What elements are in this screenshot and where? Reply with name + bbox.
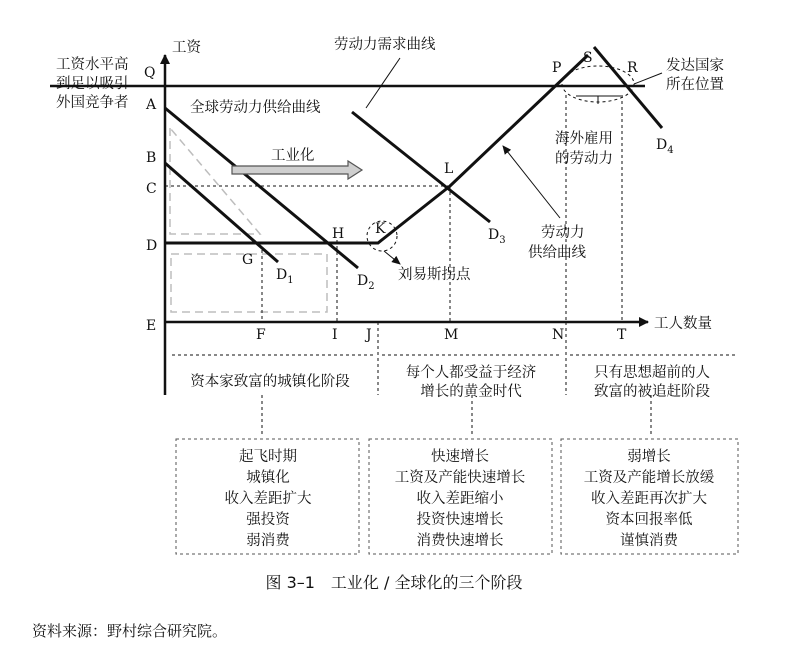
stage-1-item: 弱消费 [246,533,290,549]
label-d1: $D_1$ [276,267,294,286]
point-p: P [552,60,562,76]
y-tick-c: C [146,181,157,197]
stage-1-title: 资本家致富的城镇化阶段 [190,374,350,390]
x-tick-n: N [552,327,565,343]
label-d3: $D_3$ [488,227,506,246]
developed-label-1: 发达国家 [666,58,724,74]
stage-3-item: 弱增长 [627,449,671,465]
y-tick-q: Q [144,65,156,81]
x-tick-j: J [366,327,372,343]
developed-pointer [634,73,662,84]
x-tick-i: I [332,327,338,343]
lewis-point-label: 刘易斯拐点 [398,267,471,283]
industrialization-label: 工业化 [271,148,315,164]
supply-curve-label-2: 供给曲线 [528,245,586,261]
stage-3-title-2: 致富的被追赶阶段 [594,384,710,400]
x-tick-m: M [444,327,459,343]
figure-caption: 图 3–1 工业化 / 全球化的三个阶段 [265,573,523,592]
point-l: L [444,161,454,177]
stage-2-item: 投资快速增长 [416,512,504,528]
y-tick-b: B [146,150,157,166]
lewis-point-pointer [384,251,400,264]
x-tick-t: T [617,327,627,343]
left-note-line-1: 工资水平高 [56,57,129,73]
y-tick-e: E [146,318,157,334]
stage-2-item: 消费快速增长 [416,533,504,549]
stage-2-title-1: 每个人都受益于经济 [405,365,537,381]
supply-curve-label-1: 劳动力 [541,225,585,241]
left-note-line-3: 外国竞争者 [56,95,129,111]
y-tick-a: A [146,97,157,113]
overseas-label-2: 的劳动力 [555,151,613,167]
point-s: S [583,50,593,66]
x-axis-title: 工人数量 [654,316,712,332]
y-axis-title: 工资 [172,40,201,56]
stage-3-item: 收入差距再次扩大 [591,491,707,507]
y-tick-d: D [146,238,158,254]
stage-3-item: 资本回报率低 [605,512,693,528]
left-note-line-2: 到足以吸引 [56,76,129,92]
developed-label-2: 所在位置 [666,77,724,93]
source-note: 资料来源：野村综合研究院。 [32,622,228,640]
demand-curve-label: 劳动力需求曲线 [334,37,436,53]
x-tick-f: F [256,327,266,343]
overseas-label-1: 海外雇用 [555,131,613,147]
stage-3-items [584,448,715,549]
point-k: K [375,221,386,237]
label-d4: $D_4$ [656,137,674,156]
point-r: R [627,60,638,76]
global-supply-label: 全球劳动力供给曲线 [190,100,321,116]
stage-1-item: 起飞时期 [239,449,297,465]
demand-label-pointer [366,58,400,108]
stage-3-item: 工资及产能增长放缓 [583,470,715,486]
stage-2-title-2: 增长的黄金时代 [420,384,522,400]
stage-2-item: 快速增长 [431,449,489,465]
stage-3-title-1: 只有思想超前的人 [594,365,710,381]
stage-2-items [395,447,526,549]
demand-curve-d1 [165,163,278,262]
stage-2-item: 收入差距缩小 [416,491,504,507]
stage-2-item: 工资及产能快速增长 [394,470,526,486]
point-g: G [242,252,254,268]
stage-1-item: 收入差距扩大 [224,491,312,507]
supply-label-pointer [503,146,560,218]
stage-1-item: 强投资 [246,512,290,528]
stage-1-items [225,448,312,549]
label-d2: $D_2$ [357,273,375,292]
stage-1-item: 城镇化 [246,470,290,486]
stage-3-item: 谨慎消费 [620,533,678,549]
point-h: H [332,226,345,242]
global-labor-supply-curve [165,55,588,243]
